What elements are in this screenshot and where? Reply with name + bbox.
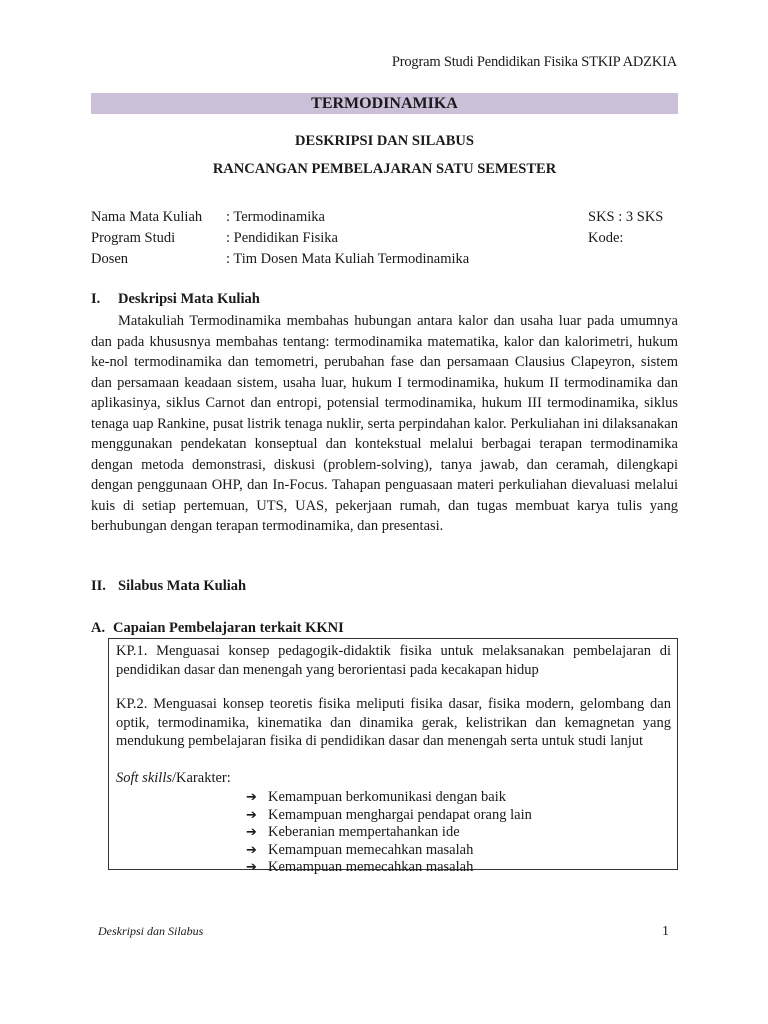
arrow-right-icon: ➔ — [246, 807, 257, 823]
course-code: Kode: — [588, 230, 624, 246]
subtitle-rps: RANCANGAN PEMBELAJARAN SATU SEMESTER — [212, 161, 557, 177]
section-title: Capaian Pembelajaran terkait KKNI — [113, 620, 344, 636]
list-item — [246, 824, 671, 842]
program-label: Program Studi — [91, 230, 176, 246]
soft-skills-label — [116, 769, 671, 788]
skill-text: Kemampuan menghargai pendapat orang lain — [268, 806, 532, 823]
arrow-right-icon: ➔ — [246, 860, 257, 875]
skill-text: Kemampuan memecahkan masalah — [268, 841, 474, 858]
arrow-right-icon: ➔ — [246, 842, 257, 858]
arrow-right-icon: ➔ — [246, 825, 257, 840]
skill-text: Keberanian mempertahankan ide — [268, 824, 460, 840]
section-title: Deskripsi Mata Kuliah — [118, 291, 260, 307]
lecturer-value: : Tim Dosen Mata Kuliah Termodinamika — [226, 251, 470, 267]
subtitle-description: DESKRIPSI DAN SILABUS — [295, 133, 474, 149]
section-number: A. — [91, 620, 106, 636]
soft-skills-rest: /Karakter: — [172, 769, 231, 786]
arrow-right-icon: ➔ — [246, 790, 257, 805]
list-item — [246, 842, 671, 860]
list-item — [246, 789, 671, 807]
list-item — [246, 859, 671, 877]
skill-text: Kemampuan berkomunikasi dengan baik — [268, 789, 506, 805]
header-institution: Program Studi Pendidikan Fisika STKIP ADZKIA — [391, 54, 677, 70]
sks-value: SKS : 3 SKS — [588, 209, 664, 225]
section-number: I. — [91, 291, 101, 307]
section-title: Silabus Mata Kuliah — [118, 578, 247, 594]
list-item — [246, 807, 671, 825]
course-description: Matakuliah Termodinamika membahas hubungan antara kalor dan usaha luar pada umumnya dan pada khususnya membahas tentang: termodinamika matematika, kalor dan kalorimetri, hukum ke-nol termodinamika dan temometri, perubahan fase dan persamaan Clausius Clapeyron, sistem dan persamaan keadaan sistem, usaha luar, hukum I termodinamika, hukum II termodinamika dan aplikasinya, siklus Carnot dan entropi, potensial termodinamika, hukum III termodinamika, siklus tenaga uap Rankine, pusat listrik tenaga nuklir, serta perpindahan kalor. Perkuliahan ini dilaksanakan menggunakan pendekatan konseptual dan kontekstual melalui berbagai terapan termodinamika dengan metoda demonstrasi, diskusi (problem-solving), tanya jawab, dan ceramah, dilengkapi dengan penggunaan OHP, dan In-Focus. Tahapan penguasaan materi perkuliahan dievaluasi melalui kuis di setiap pertemuan, UTS, UAS, pekerjaan rumah, dan tugas membuat karya tulis yang berhubungan dengan terapan termodinamika, dan presentasi. — [91, 313, 678, 534]
footer-doc-title: Deskripsi dan Silabus — [98, 924, 204, 938]
section-outcomes-heading — [91, 620, 344, 637]
section-number: II. — [91, 578, 106, 594]
section-description-heading — [91, 291, 260, 308]
kp2-text: KP.2. Menguasai konsep teoretis fisika meliputi fisika dasar, fisika modern, gelombang dan optik, termodinamika, kinematika dan dinamika gerak, kelistrikan dan kemagnetan yang mendukung pembelajaran fisika di pendidikan dasar dan menengah serta untuk studi lanjut — [116, 696, 671, 749]
lecturer-label: Dosen — [91, 251, 129, 267]
skill-text: Kemampuan memecahkan masalah — [268, 859, 474, 875]
page-number: 1 — [662, 924, 669, 939]
document-title: TERMODINAMIKA — [91, 93, 678, 114]
course-name-label: Nama Mata Kuliah — [91, 209, 203, 225]
course-name-value: : Termodinamika — [226, 209, 325, 225]
soft-skills-italic: Soft skills — [116, 769, 172, 786]
section-syllabus-heading — [91, 578, 246, 595]
skills-list — [116, 789, 671, 877]
learning-outcomes-box — [108, 638, 678, 875]
program-value: : Pendidikan Fisika — [226, 230, 338, 246]
kp1-text: KP.1. Menguasai konsep pedagogik-didaktik fisika untuk melaksanakan pembelajaran di pendidikan dasar dan menengah yang berorientasi pada kecakapan hidup — [116, 643, 671, 678]
